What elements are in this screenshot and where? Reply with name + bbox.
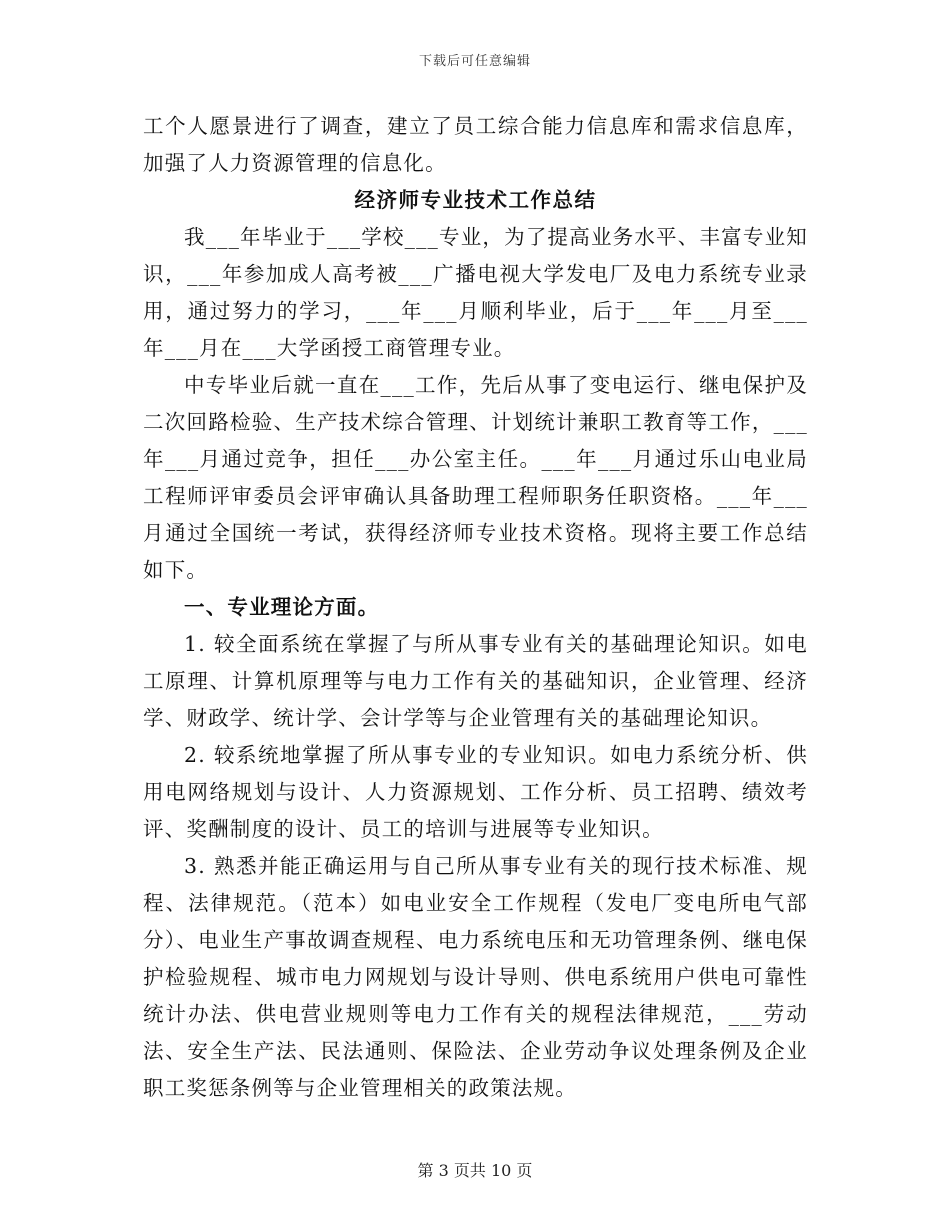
section-heading-theory: 一、专业理论方面。: [184, 595, 380, 619]
document-title: 经济师专业技术工作总结: [354, 188, 597, 212]
paragraph-career: 中专毕业后就一直在___工作，先后从事了变电运行、继电保护及二次回路检验、生产技术综合管理、计划统计兼职工教育等工作，___年___月通过竞争，担任___办公室主任。___年___月通过乐山电业局工程师评审委员会评审确认具备助理工程师职务任职资格。___年___月通过全国统一考试，获得经济师专业技术资格。现将主要工作总结如下。: [143, 373, 808, 582]
list-item-1: 1. 较全面系统在掌握了与所从事专业有关的基础理论知识。如电工原理、计算机原理等与电力工作有关的基础知识，企业管理、经济学、财政学、统计学、会计学等与企业管理有关的基础理论知识。: [143, 632, 808, 730]
page-footer: 第 3 页共 10 页: [417, 1161, 533, 1180]
list-item-2: 2. 较系统地掌握了所从事专业的专业知识。如电力系统分析、供用电网络规划与设计、人力资源规划、工作分析、员工招聘、绩效考评、奖酬制度的设计、员工的培训与进展等专业知识。: [143, 743, 808, 841]
list-item-3: 3. 熟悉并能正确运用与自己所从事专业有关的现行技术标准、规程、法律规范。（范本）如电业安全工作规程（发电厂变电所电气部分）、电业生产事故调查规程、电力系统电压和无功管理条例、继电保护检验规程、城市电力网规划与设计导则、供电系统用户供电可靠性统计办法、供电营业规则等电力工作有关的规程法律规范，___劳动法、安全生产法、民法通则、保险法、企业劳动争议处理条例及企业职工奖惩条例等与企业管理相关的政策法规。: [143, 854, 808, 1100]
continuation-paragraph: 工个人愿景进行了调查，建立了员工综合能力信息库和需求信息库，加强了人力资源管理的信息化。: [143, 114, 808, 175]
page-header: 下载后可任意编辑: [418, 54, 531, 69]
document-body: [143, 108, 808, 1107]
paragraph-education: 我___年毕业于___学校___专业，为了提高业务水平、丰富专业知识，___年参加成人高考被___广播电视大学发电厂及电力系统专业录用，通过努力的学习，___年___月顺利毕业，后于___年___月至___年___月在___大学函授工商管理专业。: [143, 225, 808, 360]
